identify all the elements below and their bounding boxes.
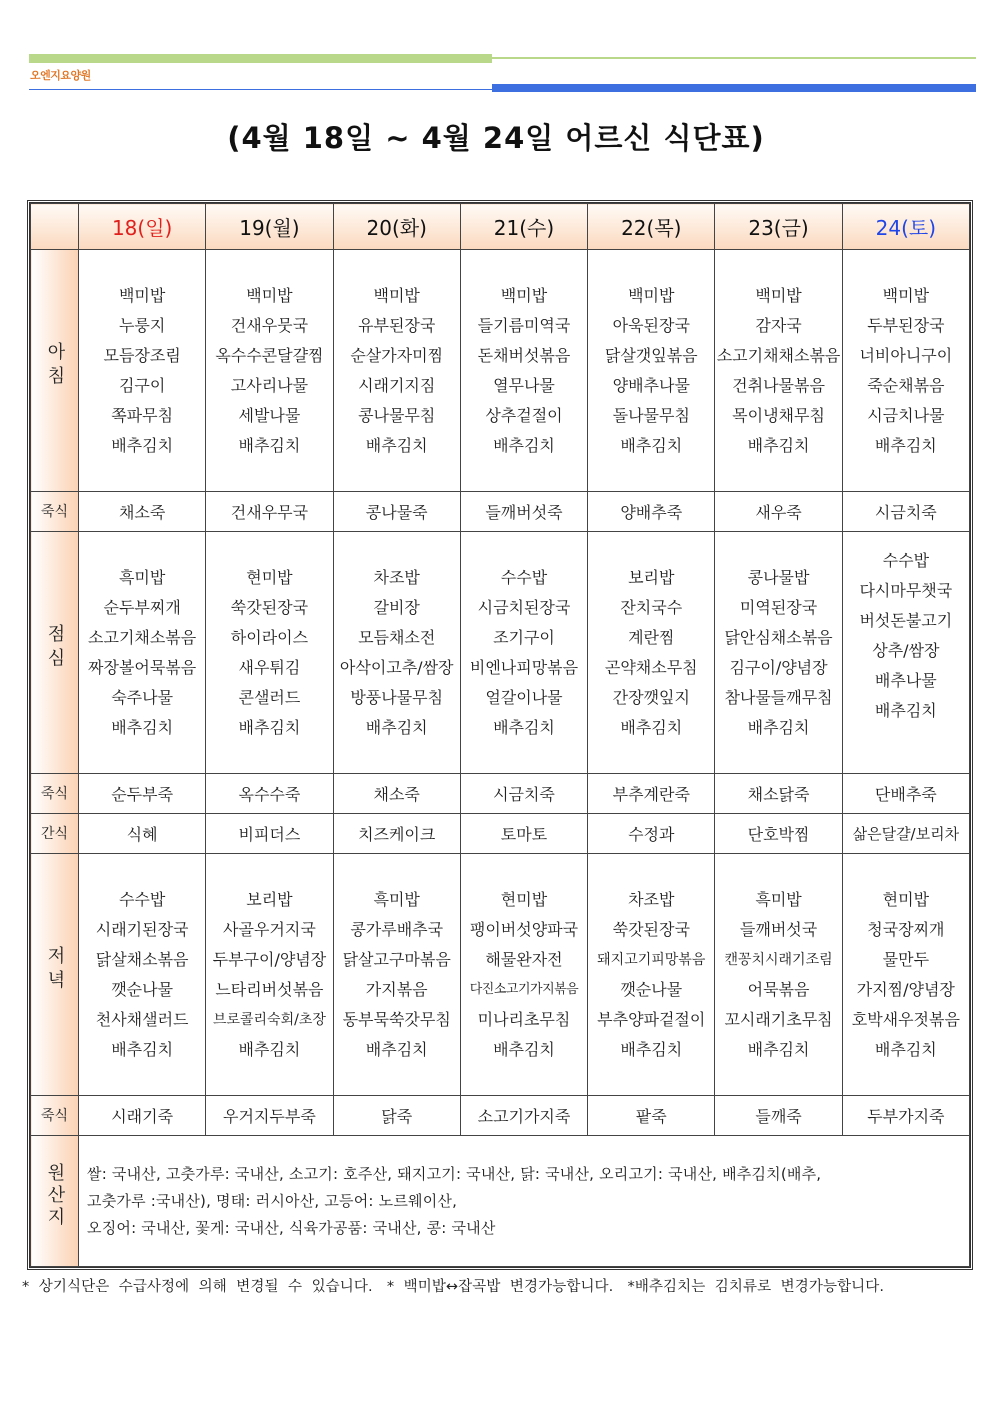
menu-item: 돈채버섯볶음 (477, 345, 571, 365)
menu-item: 닭안심채소볶음 (724, 627, 833, 647)
dinner-row (31, 854, 970, 1096)
row-label-porridge: 죽식 (31, 492, 79, 532)
menu-item: 동부묵쑥갓무침 (342, 1009, 451, 1029)
menu-item: 쑥갓된장국 (230, 597, 309, 617)
menu-cell (79, 854, 206, 1096)
menu-item: 두부된장국 (867, 315, 945, 335)
breakfast-porridge-row (31, 492, 970, 532)
menu-cell (333, 532, 460, 774)
header-bar-green (29, 54, 492, 63)
label-text: 점심 (44, 623, 66, 672)
day-header: 23(금) (715, 204, 842, 250)
menu-item: 백미밥 (500, 285, 548, 305)
day-header-row (31, 204, 970, 250)
porridge-cell: 채소죽 (79, 492, 206, 532)
snack-cell: 식혜 (79, 814, 206, 854)
menu-item: 배추김치 (620, 1039, 683, 1059)
menu-item: 닭살갯잎볶음 (604, 345, 698, 365)
menu-cell (460, 532, 587, 774)
menu-cell (333, 250, 460, 492)
menu-item: 수수밥 (118, 889, 166, 909)
day-header: 18(일) (79, 204, 206, 250)
menu-item: 사골우거지국 (223, 919, 316, 939)
menu-item: 백미밥 (118, 285, 166, 305)
menu-item: 백미밥 (373, 285, 420, 305)
menu-cell (79, 250, 206, 492)
menu-item: 들기름미역국 (477, 315, 571, 335)
menu-item: 건취나물볶음 (732, 375, 825, 395)
menu-item: 얼갈이나물 (485, 687, 563, 707)
porridge-cell: 콩나물죽 (333, 492, 460, 532)
menu-item: 시래기지짐 (358, 375, 436, 395)
menu-item: 보리밥 (628, 567, 675, 587)
menu-item: 숙주나물 (111, 687, 174, 707)
porridge-cell: 두부가지죽 (842, 1096, 969, 1136)
menu-item: 청국장찌개 (867, 919, 945, 939)
menu-item: 미나리초무침 (477, 1009, 571, 1029)
menu-item: 아삭이고추/쌈장 (339, 657, 454, 677)
menu-item: 유부된장국 (358, 315, 436, 335)
menu-item: 쑥갓된장국 (612, 919, 690, 939)
menu-item: 차조밥 (373, 567, 420, 587)
menu-item: 부추양파겉절이 (597, 1009, 706, 1029)
menu-item: 깻순나물 (111, 979, 174, 999)
row-label-lunch (31, 532, 79, 774)
menu-cell (842, 532, 969, 774)
menu-item: 짜장볼어묵볶음 (88, 657, 197, 677)
menu-item: 잔치국수 (620, 597, 683, 617)
menu-item: 배추김치 (365, 435, 428, 455)
menu-item: 건새우뭇국 (230, 315, 309, 335)
menu-item: 배추김치 (620, 717, 683, 737)
menu-item: 배추김치 (238, 717, 301, 737)
menu-item: 백미밥 (246, 285, 293, 305)
menu-item: 순살가자미찜 (350, 345, 444, 365)
porridge-cell: 부추계란죽 (588, 774, 715, 814)
menu-cell (715, 854, 842, 1096)
menu-item: 현미밥 (500, 889, 548, 909)
menu-item: 백미밥 (628, 285, 675, 305)
menu-item: 돼지고기피망볶음 (597, 951, 706, 968)
menu-cell (79, 532, 206, 774)
menu-item: 배추김치 (111, 1039, 174, 1059)
porridge-cell: 소고기가지죽 (460, 1096, 587, 1136)
menu-item: 순두부찌개 (103, 597, 181, 617)
snack-row (31, 814, 970, 854)
menu-item: 시금치된장국 (477, 597, 571, 617)
menu-item: 배추나물 (874, 671, 937, 690)
day-header: 20(화) (333, 204, 460, 250)
row-label-breakfast (31, 250, 79, 492)
menu-item: 너비아니구이 (859, 345, 953, 365)
origin-line: 쌀: 국내산, 고춧가루: 국내산, 소고기: 호주산, 돼지고기: 국내산, 닭: 국내산, 오리고기: 국내산, 배추김치(배추, (87, 1164, 822, 1183)
menu-item: 목이냉채무침 (732, 405, 825, 425)
dinner-porridge-row (31, 1096, 970, 1136)
menu-item: 꼬시래기초무침 (724, 1009, 833, 1029)
porridge-cell: 우거지두부죽 (206, 1096, 333, 1136)
header-bar-blue (492, 84, 976, 92)
day-header: 19(월) (206, 204, 333, 250)
menu-item: 김구이 (118, 375, 166, 395)
menu-cell (206, 250, 333, 492)
origin-row (31, 1136, 970, 1267)
snack-cell: 토마토 (460, 814, 587, 854)
menu-item: 배추김치 (874, 435, 937, 455)
porridge-cell: 건새우무국 (206, 492, 333, 532)
menu-item: 시금치나물 (867, 405, 945, 425)
menu-item: 계란찜 (628, 627, 675, 647)
menu-item: 쪽파무침 (111, 405, 174, 425)
menu-item: 버섯돈불고기 (859, 611, 953, 630)
porridge-cell: 시금치죽 (842, 492, 969, 532)
menu-item: 흑미밥 (755, 889, 802, 909)
menu-cell (588, 532, 715, 774)
menu-item: 배추김치 (493, 1039, 555, 1059)
menu-item: 보리밥 (246, 889, 293, 909)
menu-item: 닭살고구마볶음 (342, 949, 451, 969)
menu-item: 간장깻잎지 (612, 687, 690, 707)
footnote: * 상기식단은 수급사정에 의해 변경될 수 있습니다. * 백미밥↔잡곡밥 변경가능합니다. *배추김치는 김치류로 변경가능합니다. (22, 1279, 885, 1295)
menu-item: 배추김치 (111, 717, 174, 737)
menu-item: 콘샐러드 (238, 687, 301, 707)
menu-item: 조기구이 (493, 627, 555, 647)
menu-item: 차조밥 (628, 889, 675, 909)
menu-item: 두부구이/양념장 (212, 949, 327, 969)
row-label-origin (31, 1136, 79, 1267)
menu-item: 배추김치 (874, 701, 937, 720)
menu-cell (842, 854, 969, 1096)
menu-item: 가지찜/양념장 (856, 979, 955, 999)
porridge-cell: 채소닭죽 (715, 774, 842, 814)
menu-item: 해물완자전 (485, 949, 563, 969)
porridge-cell: 채소죽 (333, 774, 460, 814)
menu-item: 들깨버섯국 (739, 919, 818, 939)
day-header: 22(목) (588, 204, 715, 250)
menu-item: 배추김치 (365, 1039, 428, 1059)
porridge-cell: 시래기죽 (79, 1096, 206, 1136)
label-text: 저녁 (44, 945, 66, 994)
menu-item: 새우튀김 (238, 657, 301, 677)
menu-cell (842, 250, 969, 492)
menu-cell (333, 854, 460, 1096)
day-header: 24(토) (842, 204, 969, 250)
menu-item: 천사채샐러드 (95, 1009, 189, 1029)
row-label-porridge: 죽식 (31, 1096, 79, 1136)
menu-item: 모듬장조림 (103, 345, 181, 365)
label-text: 원산지 (44, 1163, 66, 1229)
snack-cell: 삶은달걀/보리차 (842, 814, 969, 854)
lunch-porridge-row (31, 774, 970, 814)
menu-item: 갈비장 (373, 597, 420, 617)
menu-cell (588, 250, 715, 492)
menu-item: 감자국 (755, 315, 802, 335)
menu-item: 백미밥 (882, 285, 930, 305)
menu-item: 배추김치 (747, 1039, 810, 1059)
menu-item: 소고기채소볶음 (88, 627, 197, 647)
header-line-green (492, 57, 976, 59)
menu-item: 닭살채소볶음 (95, 949, 189, 969)
menu-item: 양배추나물 (612, 375, 690, 395)
porridge-cell: 팥죽 (588, 1096, 715, 1136)
menu-cell (206, 854, 333, 1096)
menu-item: 참나물들깨무침 (724, 687, 833, 707)
menu-item: 김구이/양념장 (729, 657, 828, 677)
origin-line: 고춧가루 :국내산), 명태: 러시아산, 고등어: 노르웨이산, (87, 1191, 458, 1210)
menu-table-frame (27, 200, 973, 1270)
snack-cell: 비피더스 (206, 814, 333, 854)
porridge-cell: 시금치죽 (460, 774, 587, 814)
corner-cell (31, 204, 79, 250)
menu-item: 배추김치 (365, 717, 428, 737)
menu-item: 현미밥 (246, 567, 293, 587)
snack-cell: 수정과 (588, 814, 715, 854)
menu-item: 콩가루배추국 (350, 919, 444, 939)
menu-item: 어묵볶음 (747, 979, 810, 999)
menu-cell (715, 532, 842, 774)
porridge-cell: 들깨죽 (715, 1096, 842, 1136)
menu-item: 백미밥 (755, 285, 802, 305)
menu-item: 배추김치 (620, 435, 683, 455)
row-label-dinner (31, 854, 79, 1096)
origin-text (79, 1136, 970, 1267)
row-label-snack: 간식 (31, 814, 79, 854)
menu-item: 상추/쌈장 (872, 641, 940, 660)
menu-item: 다시마무챗국 (859, 581, 953, 600)
menu-item: 깻순나물 (620, 979, 683, 999)
menu-item: 수수밥 (882, 551, 930, 570)
breakfast-row (31, 250, 970, 492)
menu-item: 미역된장국 (739, 597, 818, 617)
menu-item: 상추겉절이 (485, 405, 563, 425)
menu-item: 물만두 (882, 949, 930, 969)
menu-cell (715, 250, 842, 492)
menu-item: 옥수수콘달걀찜 (215, 345, 324, 365)
logo-text: 오엔지요양원 (30, 69, 91, 82)
menu-item: 배추김치 (238, 435, 301, 455)
label-text: 아침 (44, 341, 66, 390)
menu-item: 브로콜리숙회/초장 (212, 1011, 326, 1028)
menu-item: 수수밥 (500, 567, 548, 587)
porridge-cell: 양배추죽 (588, 492, 715, 532)
porridge-cell: 닭죽 (333, 1096, 460, 1136)
menu-item: 배추김치 (747, 717, 810, 737)
menu-item: 팽이버섯양파국 (469, 919, 579, 939)
menu-table (30, 203, 970, 1267)
menu-item: 가지볶음 (365, 979, 428, 999)
menu-cell (460, 854, 587, 1096)
lunch-row (31, 532, 970, 774)
menu-item: 비엔나피망볶음 (469, 657, 579, 677)
menu-item: 배추김치 (493, 717, 555, 737)
menu-item: 흑미밥 (373, 889, 420, 909)
menu-cell (460, 250, 587, 492)
menu-item: 소고기채채소볶음 (716, 345, 841, 365)
row-label-porridge: 죽식 (31, 774, 79, 814)
menu-item: 누룽지 (118, 315, 166, 335)
menu-item: 배추김치 (111, 435, 174, 455)
page-title: (4월 18일 ~ 4월 24일 어르신 식단표) (227, 121, 765, 155)
menu-item: 고사리나물 (230, 375, 309, 395)
porridge-cell: 옥수수죽 (206, 774, 333, 814)
porridge-cell: 들깨버섯죽 (460, 492, 587, 532)
menu-item: 다진소고기가지볶음 (469, 981, 579, 997)
menu-item: 호박새우젓볶음 (851, 1009, 960, 1029)
menu-item: 아욱된장국 (612, 315, 690, 335)
menu-item: 돌나물무침 (612, 405, 690, 425)
menu-item: 느타리버섯볶음 (215, 979, 324, 999)
menu-item: 흑미밥 (118, 567, 166, 587)
menu-item: 모듬채소전 (358, 627, 436, 647)
menu-item: 배추김치 (493, 435, 555, 455)
menu-item: 열무나물 (493, 375, 555, 395)
menu-item: 세발나물 (238, 405, 301, 425)
menu-item: 배추김치 (874, 1039, 937, 1059)
menu-item: 콩나물밥 (747, 567, 810, 587)
header-line-blue (29, 89, 492, 90)
porridge-cell: 새우죽 (715, 492, 842, 532)
menu-item: 캔꽁치시래기조림 (724, 951, 833, 968)
menu-item: 곤약채소무침 (604, 657, 698, 677)
origin-line: 오징어: 국내산, 꽃게: 국내산, 식육가공품: 국내산, 콩: 국내산 (87, 1218, 496, 1237)
porridge-cell: 단배추죽 (842, 774, 969, 814)
menu-item: 죽순채볶음 (867, 375, 945, 395)
porridge-cell: 순두부죽 (79, 774, 206, 814)
menu-item: 콩나물무침 (358, 405, 436, 425)
snack-cell: 단호박찜 (715, 814, 842, 854)
menu-item: 하이라이스 (230, 627, 309, 647)
menu-item: 배추김치 (238, 1039, 301, 1059)
menu-item: 배추김치 (747, 435, 810, 455)
menu-item: 시래기된장국 (95, 919, 189, 939)
day-header: 21(수) (460, 204, 587, 250)
menu-cell (588, 854, 715, 1096)
snack-cell: 치즈케이크 (333, 814, 460, 854)
menu-item: 방풍나물무침 (350, 687, 444, 707)
menu-item: 현미밥 (882, 889, 930, 909)
menu-cell (206, 532, 333, 774)
